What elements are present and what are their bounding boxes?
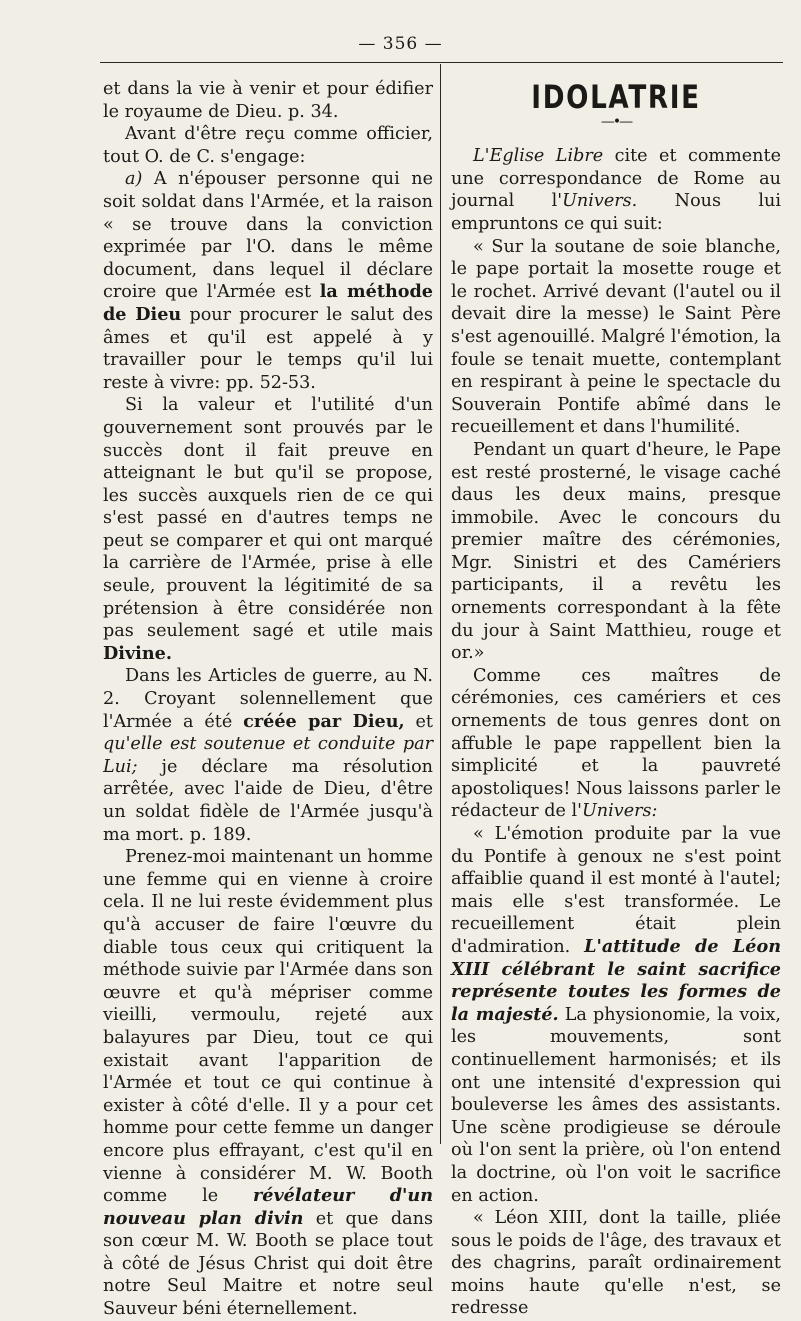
bold-italic-text: révélateur d'un nouveau plan divin <box>103 1185 433 1229</box>
paragraph <box>451 665 781 823</box>
paragraph <box>103 168 433 394</box>
paragraph <box>103 394 433 665</box>
bold-text: la méthode de Dieu <box>103 281 433 325</box>
text: pour procurer le salut des âmes et qu'il est appelé à y travailler pour le temps qu'il lui reste à vivre: pp. 52-53. <box>103 304 434 393</box>
column-divider <box>440 64 441 1144</box>
paragraph <box>451 236 781 439</box>
text: cite et commente une correspondance de Rome au journal l' <box>451 146 781 212</box>
text: Avant d'être reçu comme officier, tout O. de C. s'engage: <box>103 124 433 167</box>
paragraph <box>451 145 781 235</box>
paragraph <box>103 846 433 1320</box>
text: Pendant un quart d'heure, le Pape est resté prosterné, le visage caché daus les deux mains, presque immobile. Avec le concours du premier maître des cérémonies, Mgr. Sinistri et des Camériers participants, il a revêtu les ornements correspondant à la fête du jour à Saint Matthieu, rouge et or.» <box>451 439 781 664</box>
paragraph <box>451 439 781 665</box>
text: Si la valeur et l'utilité d'un gouvernement sont prouvés par le succès dont il fait preuve en atteignant le but qu'il se propose, les succès auxquels rien de ce qui s'est passé en d'autres temps ne peut se comparer et qui ont marqué la carrière de l'Armée, prise à elle seule, prouvent la légitimité de sa prétension à être considérée non pas seulement sagé et utile mais <box>103 395 433 642</box>
text: et que dans son cœur M. W. Booth se place tout à côté de Jésus Christ qui doit être notre Seul Maitre et notre seul Sauveur béni éternellement. <box>103 1208 433 1320</box>
text: et <box>404 711 434 732</box>
text: « Léon XIII, dont la taille, pliée sous le poids de l'âge, des travaux et des chagrins, paraît ordinairement moins haute qu'elle n'est, se redresse <box>451 1208 781 1319</box>
italic-text: Univers. <box>562 191 638 212</box>
right-column <box>451 78 781 1320</box>
left-column <box>103 78 433 1321</box>
item-label: a) <box>125 169 143 190</box>
paragraph <box>451 823 781 1207</box>
bold-italic-text: L'attitude de Léon XIII célébrant le saint sacrifice représente toutes les formes de la majesté. <box>451 935 781 1025</box>
text: Dans les Articles de guerre, au N. 2. Croyant solennellement que l'Armée a été <box>103 666 433 732</box>
page-number: — 356 — <box>358 34 443 54</box>
text: je déclare ma résolution arrêtée, avec l'aide de Dieu, d'être un soldat fidèle de l'Armée jusqu'à ma mort. p. 189. <box>103 756 433 845</box>
italic-text: Univers: <box>581 801 658 822</box>
paragraph <box>451 1207 781 1320</box>
text: A n'épouser personne qui ne soit soldat dans l'Armée, et la raison « se trouve dans la conviction exprimée par l'O. dans le même document, dans lequel il déclare croire que l'Armée est <box>103 169 433 303</box>
paragraph <box>103 123 433 168</box>
ornament: —•— <box>600 113 632 130</box>
text: Prenez-moi maintenant un homme une femme qui en vienne à croire cela. Il ne lui reste évidemment plus qu'à accuser de faire l'œuvre du diable tous ceux qui critiquent la méthode suivie par l'Armée dans son œuvre et qu'à mépriser comme vieilli, vermoulu, rejeté aux balayures par Dieu, tout ce qui existait avant l'apparition de l'Armée et tout ce qui continue à exister à côté d'elle. Il y a pour cet homme pour cette femme un danger encore plus effrayant, c'est qu'il en vienne à considérer M. W. Booth comme le <box>103 847 434 1207</box>
text: Nous lui empruntons ce qui suit: <box>451 191 782 234</box>
bold-text: Divine. <box>103 642 172 664</box>
paragraph <box>103 665 433 846</box>
header-rule <box>100 62 783 63</box>
text: « L'émotion produite par la vue du Pontife à genoux ne s'est point affaiblie quand il est monté à l'autel; mais elle s'est transformée. Le recueillement était plein d'admiration. <box>451 824 781 957</box>
text: Comme ces maîtres de cérémonies, ces camériers et ces ornements de tous genres dont on affuble le pape rappellent bien la simplicité et la pauvreté apostoliques! Nous laissons parler le rédacteur de l' <box>451 665 781 822</box>
text: La physionomie, la voix, les mouvements, sont continuellement harmonisés; et ils ont une intensité d'expression qui bouleverse les âmes des assistants. Une scène prodigieuse se déroule où l'on sent la prière, où l'on entend la doctrine, où l'on voit le sacrifice en action. <box>451 1004 781 1206</box>
bold-text: créée par Dieu, <box>243 710 405 732</box>
italic-text: L'Eglise Libre <box>473 146 604 167</box>
article-title: IDOLATRIE <box>531 78 701 116</box>
paragraph <box>103 78 433 123</box>
text: « Sur la soutane de soie blanche, le pape portait la mosette rouge et le rochet. Arrivé devant (l'autel ou il devait dire la messe) le Saint Père s'est agenouillé. Malgré l'émotion, la foule se tenait muette, contemplant en respirant à peine le spectacle du Souverain Pontife abîmé dans le recueillement et dans l'humilité. <box>451 236 781 438</box>
text: et dans la vie à venir et pour édifier le royaume de Dieu. p. 34. <box>103 79 433 122</box>
italic-text: qu'elle est soutenue et conduite par Lui; <box>103 734 433 777</box>
